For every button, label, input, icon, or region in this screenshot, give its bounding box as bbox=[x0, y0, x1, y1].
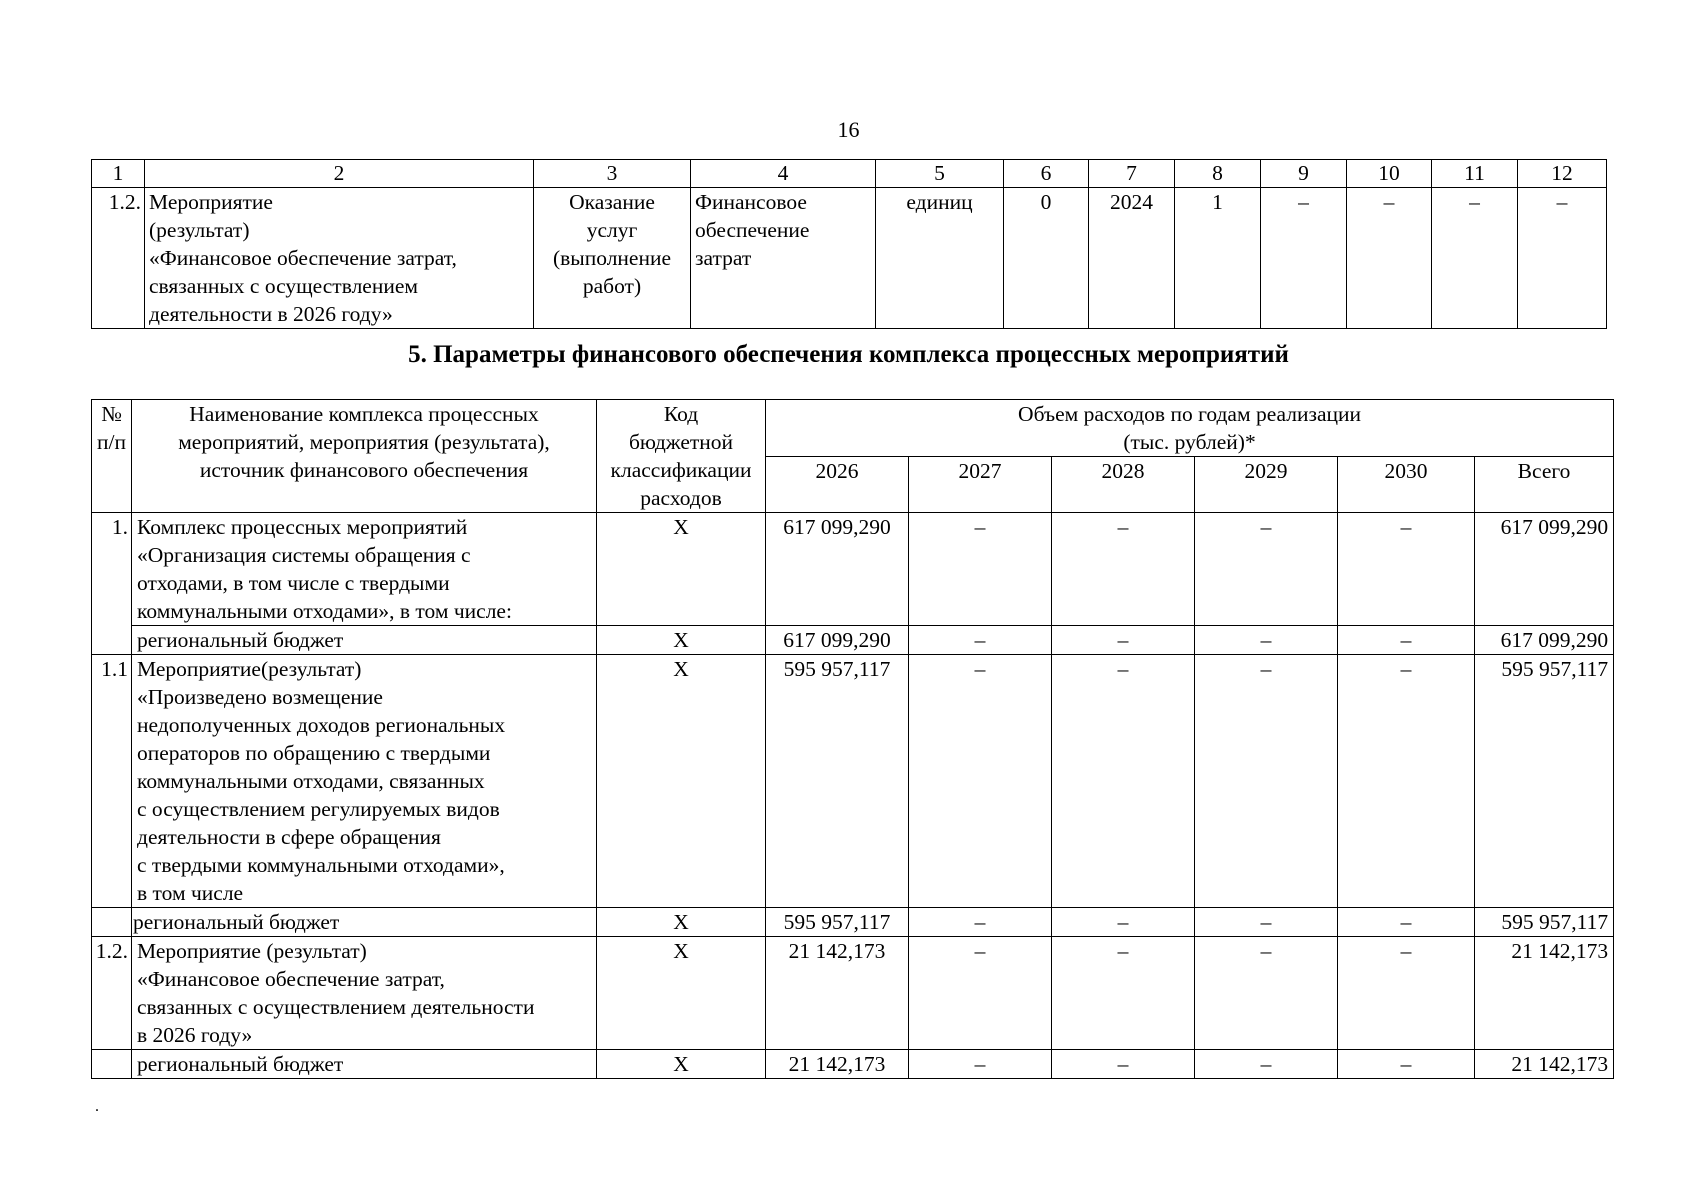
text-line: «Финансовое обеспечение затрат, bbox=[137, 967, 445, 991]
amount-2027: – bbox=[909, 1050, 1052, 1079]
amount-2027: – bbox=[909, 937, 1052, 1050]
budget-code: Х bbox=[597, 937, 766, 1050]
budget-code: Х bbox=[597, 655, 766, 908]
column-number-row bbox=[92, 160, 1607, 188]
amount-2029: – bbox=[1195, 1050, 1338, 1079]
amount-total: 617 099,290 bbox=[1475, 513, 1614, 626]
text-line: Мероприятие(результат) bbox=[137, 657, 362, 681]
text-line: бюджетной bbox=[628, 430, 734, 454]
text-line: деятельности в сфере обращения bbox=[137, 825, 441, 849]
text-line: региональный бюджет bbox=[133, 910, 340, 934]
text-line: «Организация системы обращения с bbox=[137, 543, 471, 567]
amount-2030: – bbox=[1338, 513, 1475, 626]
amount-2027: – bbox=[909, 655, 1052, 908]
column-number: 7 bbox=[1089, 160, 1175, 188]
text-line: связанных с осуществлением bbox=[149, 274, 419, 298]
amount-2028: – bbox=[1052, 626, 1195, 655]
result-characteristic bbox=[691, 188, 876, 329]
amount-2026: 21 142,173 bbox=[766, 1050, 909, 1079]
column-number: 10 bbox=[1347, 160, 1432, 188]
text-line: № bbox=[101, 402, 122, 426]
row-name bbox=[132, 937, 597, 1050]
table-row bbox=[92, 188, 1607, 329]
amount-2026: 617 099,290 bbox=[766, 513, 909, 626]
text-line: расходов bbox=[640, 486, 722, 510]
amount-2028: – bbox=[1052, 513, 1195, 626]
column-number: 11 bbox=[1432, 160, 1518, 188]
column-number: 8 bbox=[1175, 160, 1261, 188]
table-row bbox=[92, 937, 1614, 1050]
text-line: региональный бюджет bbox=[137, 1052, 344, 1076]
row-name bbox=[132, 908, 597, 937]
amount-2030: – bbox=[1338, 937, 1475, 1050]
header-volume bbox=[766, 400, 1614, 457]
row-name bbox=[132, 513, 597, 626]
text-line: услуг bbox=[586, 218, 638, 242]
text-line: с осуществлением регулируемых видов bbox=[137, 797, 500, 821]
column-number: 3 bbox=[534, 160, 691, 188]
text-line: Комплекс процессных мероприятий bbox=[137, 515, 468, 539]
text-line: Мероприятие bbox=[149, 190, 273, 214]
amount-2030: – bbox=[1338, 1050, 1475, 1079]
value-cell: – bbox=[1432, 188, 1518, 329]
result-name bbox=[145, 188, 534, 329]
header-budget-code bbox=[597, 400, 766, 513]
column-number: 9 bbox=[1261, 160, 1347, 188]
column-number: 12 bbox=[1518, 160, 1607, 188]
amount-total: 595 957,117 bbox=[1475, 655, 1614, 908]
text-line: п/п bbox=[97, 430, 126, 454]
text-line: отходами, в том числе с твердыми bbox=[137, 571, 450, 595]
text-line: Объем расходов по годам реализации bbox=[1018, 402, 1362, 426]
table-row bbox=[92, 1050, 1614, 1079]
text-line: источник финансового обеспечения bbox=[199, 458, 529, 482]
value-cell: 1 bbox=[1175, 188, 1261, 329]
amount-2029: – bbox=[1195, 626, 1338, 655]
row-number bbox=[92, 908, 132, 937]
amount-2026: 595 957,117 bbox=[766, 655, 909, 908]
text-line: Оказание bbox=[569, 190, 655, 214]
header-year: 2028 bbox=[1052, 457, 1195, 513]
row-number bbox=[92, 1050, 132, 1079]
base-value: 0 bbox=[1004, 188, 1089, 329]
text-line: недополученных доходов региональных bbox=[137, 713, 506, 737]
row-name bbox=[132, 626, 597, 655]
text-line: Наименование комплекса процессных bbox=[189, 402, 539, 426]
amount-total: 21 142,173 bbox=[1475, 1050, 1614, 1079]
text-line: связанных с осуществлением деятельности bbox=[137, 995, 535, 1019]
value-cell: – bbox=[1347, 188, 1432, 329]
amount-2029: – bbox=[1195, 655, 1338, 908]
results-table-continuation bbox=[91, 159, 1607, 329]
finance-table bbox=[91, 399, 1614, 1079]
table-header-row bbox=[92, 400, 1614, 457]
header-year: 2027 bbox=[909, 457, 1052, 513]
header-name bbox=[132, 400, 597, 513]
unit: единиц bbox=[876, 188, 1004, 329]
amount-2026: 595 957,117 bbox=[766, 908, 909, 937]
text-line: коммунальными отходами, связанных bbox=[137, 769, 485, 793]
amount-2030: – bbox=[1338, 626, 1475, 655]
header-year: 2026 bbox=[766, 457, 909, 513]
header-total: Всего bbox=[1475, 457, 1614, 513]
text-line: региональный бюджет bbox=[137, 628, 344, 652]
section-title: 5. Параметры финансового обеспечения комплекса процессных мероприятий bbox=[408, 341, 1289, 368]
result-type bbox=[534, 188, 691, 329]
amount-2028: – bbox=[1052, 908, 1195, 937]
text-line: «Финансовое обеспечение затрат, bbox=[149, 246, 457, 270]
text-line: (тыс. рублей)* bbox=[1123, 430, 1256, 454]
text-line: Финансовое bbox=[695, 190, 807, 214]
amount-2029: – bbox=[1195, 937, 1338, 1050]
row-number: 1. bbox=[92, 513, 132, 655]
amount-2027: – bbox=[909, 513, 1052, 626]
column-number: 4 bbox=[691, 160, 876, 188]
text-line: (результат) bbox=[149, 218, 250, 242]
table-row bbox=[92, 908, 1614, 937]
text-line: коммунальными отходами», в том числе: bbox=[137, 599, 512, 623]
table-row bbox=[92, 513, 1614, 626]
table-row bbox=[92, 626, 1614, 655]
row-number: 1.1 bbox=[92, 655, 132, 908]
text-line: классификации bbox=[610, 458, 752, 482]
page-number: 16 bbox=[837, 117, 860, 142]
amount-2030: – bbox=[1338, 908, 1475, 937]
text-line: с твердыми коммунальными отходами», bbox=[137, 853, 505, 877]
budget-code: Х bbox=[597, 513, 766, 626]
budget-code: Х bbox=[597, 1050, 766, 1079]
header-year: 2029 bbox=[1195, 457, 1338, 513]
amount-total: 21 142,173 bbox=[1475, 937, 1614, 1050]
amount-2027: – bbox=[909, 908, 1052, 937]
text-line: (выполнение bbox=[552, 246, 672, 270]
column-number: 5 bbox=[876, 160, 1004, 188]
text-line: мероприятий, мероприятия (результата), bbox=[178, 430, 550, 454]
header-number bbox=[92, 400, 132, 513]
amount-total: 595 957,117 bbox=[1475, 908, 1614, 937]
text-line: операторов по обращению с твердыми bbox=[137, 741, 491, 765]
base-year: 2024 bbox=[1089, 188, 1175, 329]
amount-2030: – bbox=[1338, 655, 1475, 908]
budget-code: Х bbox=[597, 626, 766, 655]
text-line: работ) bbox=[582, 274, 642, 298]
amount-2028: – bbox=[1052, 937, 1195, 1050]
footer-mark: . bbox=[95, 1098, 99, 1115]
amount-2028: – bbox=[1052, 1050, 1195, 1079]
text-line: деятельности в 2026 году» bbox=[149, 302, 393, 326]
column-number: 6 bbox=[1004, 160, 1089, 188]
amount-total: 617 099,290 bbox=[1475, 626, 1614, 655]
amount-2028: – bbox=[1052, 655, 1195, 908]
column-number: 2 bbox=[145, 160, 534, 188]
value-cell: – bbox=[1518, 188, 1607, 329]
text-line: «Произведено возмещение bbox=[137, 685, 383, 709]
amount-2027: – bbox=[909, 626, 1052, 655]
amount-2029: – bbox=[1195, 513, 1338, 626]
text-line: в том числе bbox=[137, 881, 244, 905]
text-line: затрат bbox=[695, 246, 752, 270]
row-number: 1.2. bbox=[92, 188, 145, 329]
budget-code: Х bbox=[597, 908, 766, 937]
column-number: 1 bbox=[92, 160, 145, 188]
amount-2026: 21 142,173 bbox=[766, 937, 909, 1050]
text-line: Код bbox=[663, 402, 699, 426]
row-number: 1.2. bbox=[92, 937, 132, 1050]
text-line: обеспечение bbox=[695, 218, 810, 242]
row-name bbox=[132, 1050, 597, 1079]
text-line: Мероприятие (результат) bbox=[137, 939, 367, 963]
row-name bbox=[132, 655, 597, 908]
amount-2029: – bbox=[1195, 908, 1338, 937]
header-year: 2030 bbox=[1338, 457, 1475, 513]
value-cell: – bbox=[1261, 188, 1347, 329]
table-row bbox=[92, 655, 1614, 908]
text-line: в 2026 году» bbox=[137, 1023, 253, 1047]
amount-2026: 617 099,290 bbox=[766, 626, 909, 655]
